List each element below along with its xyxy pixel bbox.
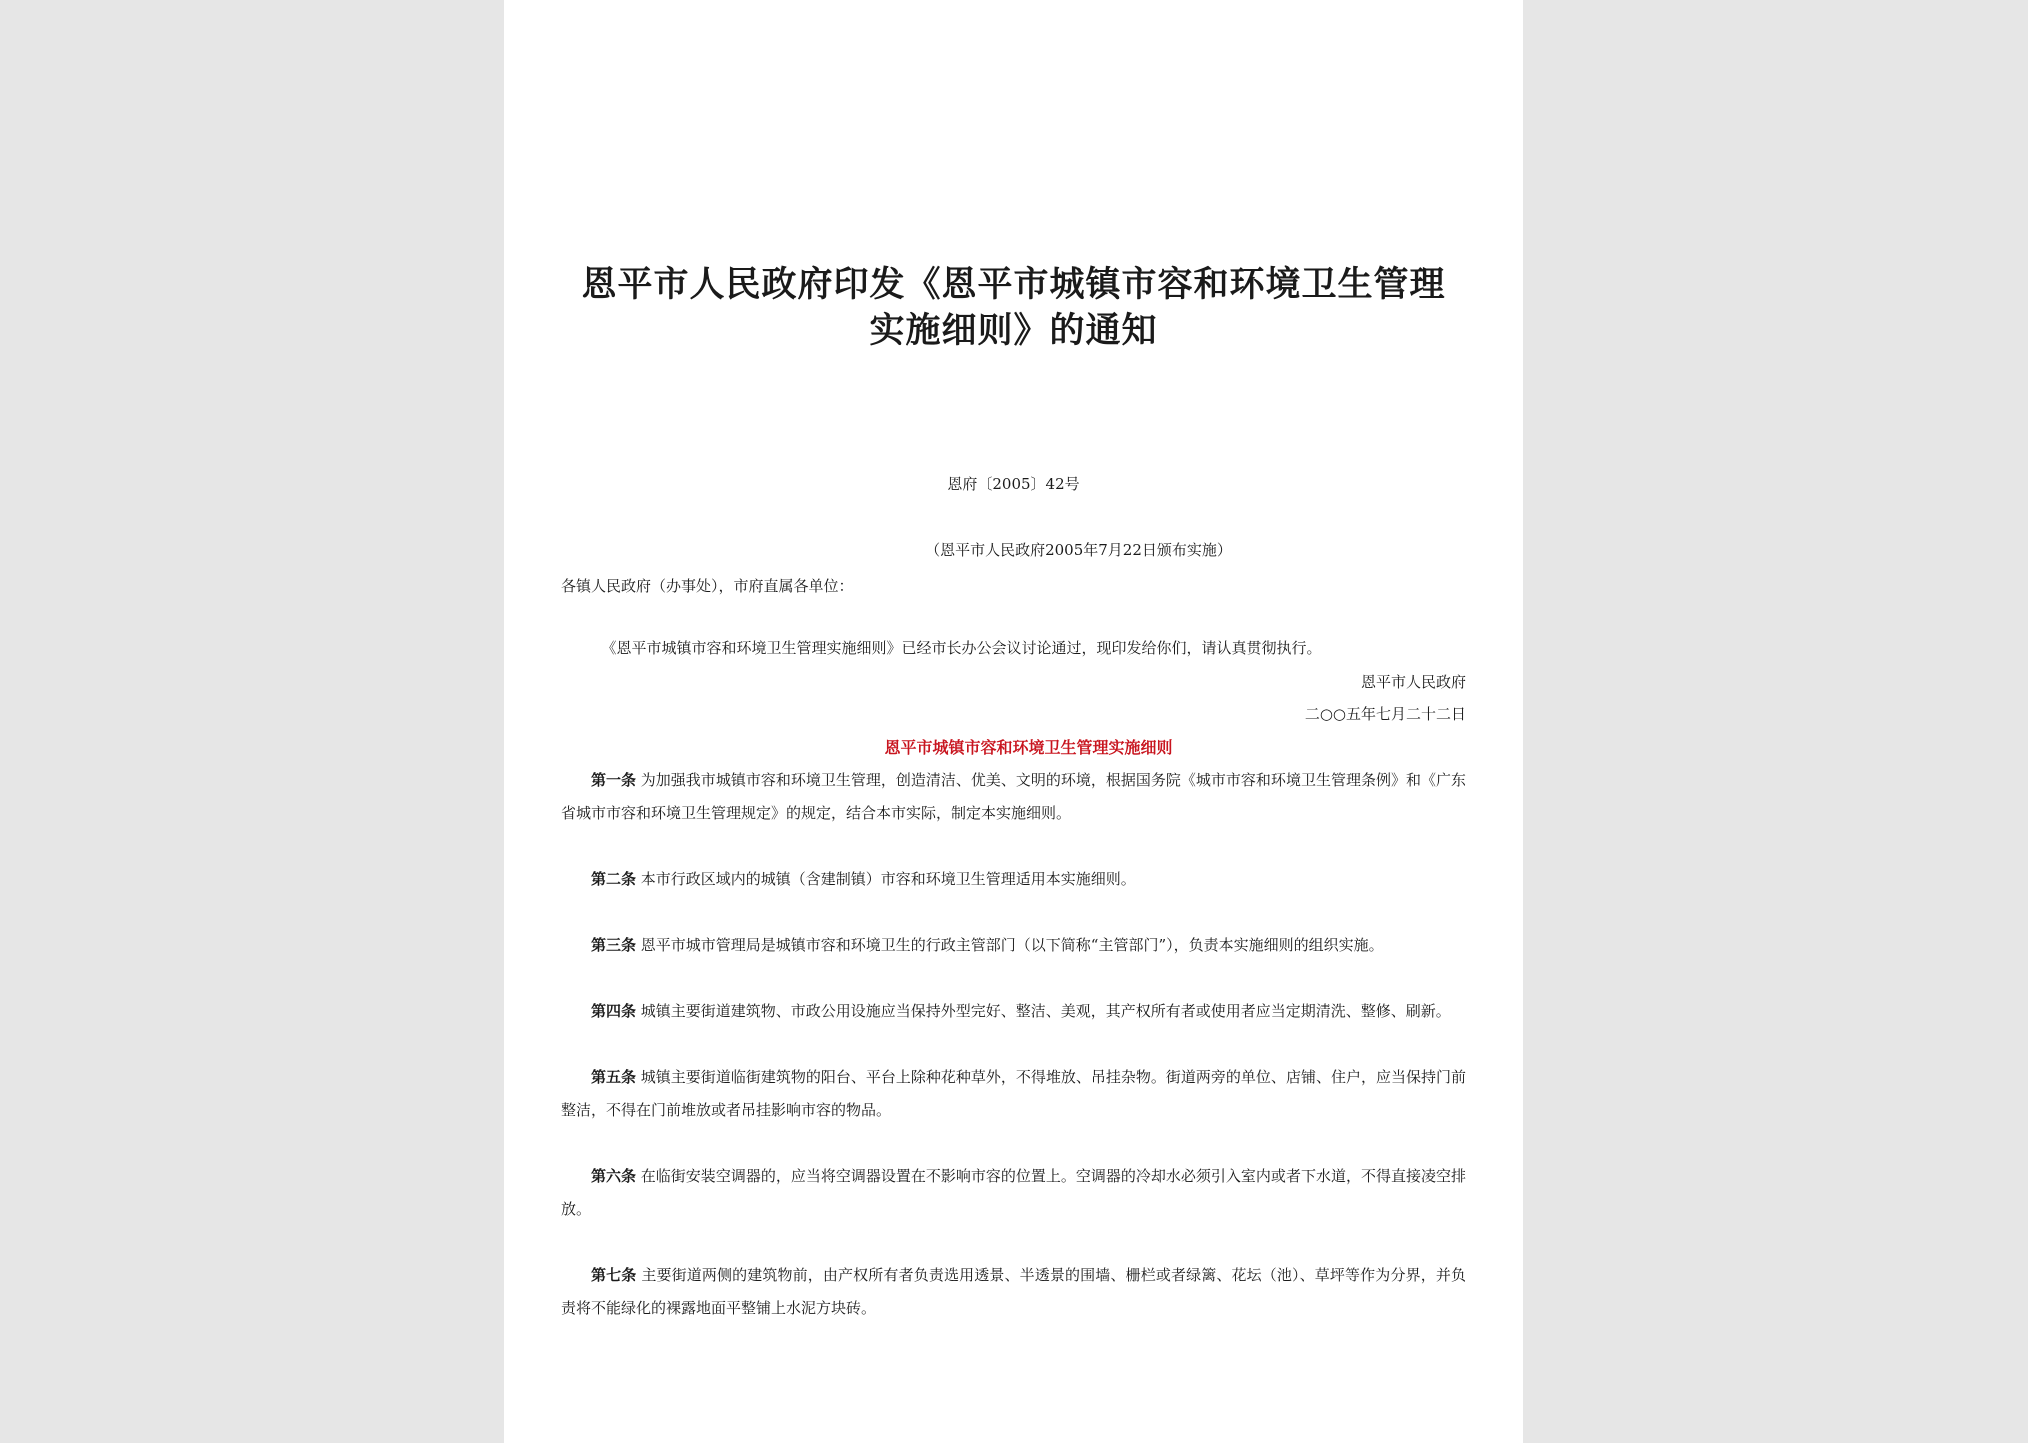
- document-number: 恩府〔2005〕42号: [947, 475, 1080, 493]
- notice-body: 《恩平市城镇市容和环境卫生管理实施细则》已经市长办公会议讨论通过，现印发给你们，请认真贯彻执行。: [601, 639, 1322, 657]
- signature-org: 恩平市人民政府: [1360, 673, 1466, 691]
- title-line-1: 恩平市人民政府印发《恩平市城镇市容和环境卫生管理: [581, 264, 1446, 305]
- article: [561, 929, 1466, 962]
- article-label: 第七条: [591, 1266, 637, 1284]
- article-text: 主要街道两侧的建筑物前，由产权所有者负责选用透景、半透景的围墙、栅栏或者绿篱、花坛（池）、草坪等作为分界，并负责将不能绿化的裸露地面平整铺上水泥方块砖。: [561, 1266, 1466, 1317]
- article: [561, 1259, 1466, 1325]
- article-label: 第一条: [591, 771, 637, 789]
- article-label: 第四条: [591, 1002, 637, 1020]
- article-text: 恩平市城市管理局是城镇市容和环境卫生的行政主管部门（以下简称“主管部门”），负责本实施细则的组织实施。: [640, 936, 1384, 954]
- title-line-2: 实施细则》的通知: [869, 310, 1158, 351]
- addressee: 各镇人民政府（办事处），市府直属各单位：: [561, 577, 854, 595]
- document-title: [564, 262, 1463, 354]
- document-page: [504, 0, 1523, 1443]
- article: [561, 995, 1466, 1028]
- article-label: 第六条: [591, 1167, 637, 1185]
- article-label: 第三条: [591, 936, 637, 954]
- article-text: 在临街安装空调器的，应当将空调器设置在不影响市容的位置上。空调器的冷却水必须引入室内或者下水道，不得直接凌空排放。: [561, 1167, 1466, 1218]
- article-text: 城镇主要街道建筑物、市政公用设施应当保持外型完好、整洁、美观，其产权所有者或使用者应当定期清洗、整修、刷新。: [640, 1002, 1451, 1020]
- article-text: 城镇主要街道临街建筑物的阳台、平台上除种花种草外，不得堆放、吊挂杂物。街道两旁的单位、店铺、住户，应当保持门前整洁，不得在门前堆放或者吊挂影响市容的物品。: [561, 1068, 1466, 1119]
- promulgation-note: （恩平市人民政府2005年7月22日颁布实施）: [925, 541, 1232, 559]
- article: [561, 1061, 1466, 1127]
- article: [561, 764, 1466, 830]
- article-list: [561, 764, 1466, 1358]
- article-text: 为加强我市城镇市容和环境卫生管理，创造清洁、优美、文明的环境，根据国务院《城市市容和环境卫生管理条例》和《广东省城市市容和环境卫生管理规定》的规定，结合本市实际，制定本实施细则。: [561, 771, 1466, 822]
- article-text: 本市行政区域内的城镇（含建制镇）市容和环境卫生管理适用本实施细则。: [640, 870, 1136, 888]
- article-label: 第二条: [591, 870, 637, 888]
- signature-date: 二○○五年七月二十二日: [1304, 705, 1466, 723]
- rules-subtitle: 恩平市城镇市容和环境卫生管理实施细则: [884, 738, 1173, 757]
- article: [561, 1160, 1466, 1226]
- article-label: 第五条: [591, 1068, 637, 1086]
- article: [561, 863, 1466, 896]
